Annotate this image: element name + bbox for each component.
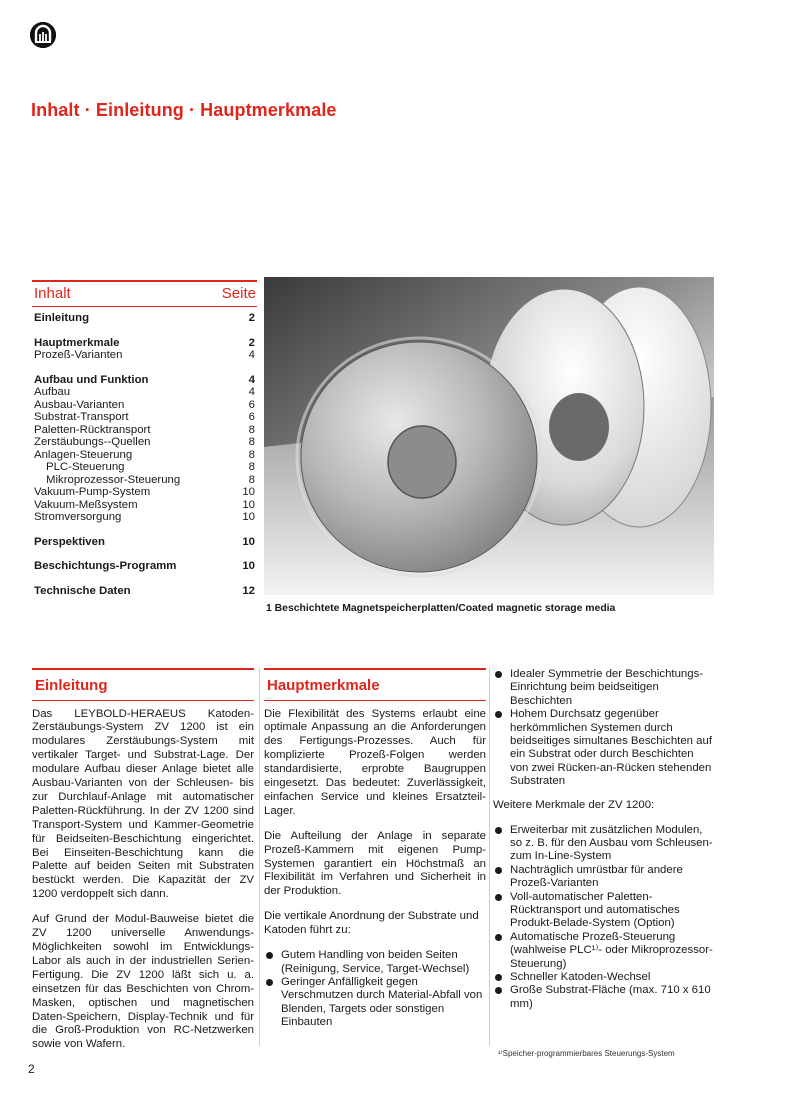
toc-entry [32,424,257,437]
bullet-icon [495,974,502,981]
paragraph: Die vertikale Anordnung der Substrate und Katoden führt zu: [264,910,479,937]
toc-entry [32,499,257,512]
toc-entry [32,461,257,474]
list-item: Voll-automatischer Paletten-Rücktransport und automatisches Produkt-Belade-System (Option) [493,891,715,931]
toc-entry-page: 6 [248,411,255,423]
section-heading: Hauptmerkmale [267,676,380,694]
toc-header [32,282,257,306]
toc-entry [32,511,257,524]
section-hauptmerkmale-continued [493,668,715,1021]
toc-entry [32,349,257,362]
toc-list [32,307,257,597]
page-title: Inhalt · Einleitung · Hauptmerkmale [31,100,337,120]
toc-entry-label: Perspektiven [34,535,105,548]
toc-entry-label: Vakuum-Pump-System [34,486,151,498]
bullet-icon [266,952,273,959]
bullet-list [264,949,486,1029]
toc-entry [32,411,257,424]
figure-caption: 1 Beschichtete Magnetspeicherplatten/Coated magnetic storage media [266,603,616,614]
toc-heading: Inhalt [34,284,71,302]
list-item: Schneller Katoden-Wechsel [493,971,715,984]
toc-entry-page: 10 [242,535,255,548]
toc-entry-page: 8 [248,448,255,461]
toc-entry-page: 4 [248,349,255,361]
list-item: Idealer Symmetrie der Beschichtungs-Einrichtung beim beidseitigen Beschichten [493,668,715,708]
toc-entry-page: 12 [242,584,255,597]
toc-entry-label: PLC-Steuerung [46,461,125,473]
section-einleitung [32,668,254,1063]
toc-entry [32,399,257,412]
section-heading: Einleitung [35,676,108,694]
bullet-icon [266,979,273,986]
toc-entry-page: 2 [248,336,255,349]
photo-magnetic-storage-media [264,277,714,595]
column-divider [489,668,490,1046]
toc-entry-page: 8 [248,461,255,473]
section-rule-thin [264,700,486,701]
toc-entry-label: Ausbau-Varianten [34,398,125,411]
toc-entry-label: Substrat-Transport [34,411,129,423]
page-number: 2 [28,1062,35,1076]
bullet-icon [495,934,502,941]
toc-entry-label: Technische Daten [34,584,131,597]
brand-logo [30,22,56,48]
toc-entry-page: 4 [248,373,255,386]
toc-entry-label: Paletten-Rücktransport [34,423,151,436]
toc-entry [32,386,257,399]
list-item: Hohem Durchsatz gegenüber herkömmlichen Systemen durch beidseitiges simultanes Beschichten auf ein Substrat oder durch Beschichten von zwei Rücken-an-Rücken stehenden Substraten [493,708,715,788]
subheading: Weitere Merkmale der ZV 1200: [493,798,655,811]
bullet-icon [495,867,502,874]
toc-entry-page: 6 [248,398,255,411]
list-item: Große Substrat-Fläche (max. 710 x 610 mm) [493,984,715,1011]
toc-entry-label: Einleitung [34,312,90,324]
toc-entry [32,312,257,325]
toc-entry-label: Aufbau und Funktion [34,373,149,386]
toc-entry-label: Zerstäubungs--Quellen [34,436,151,448]
bullet-list [493,668,715,789]
paragraph: Die Aufteilung der Anlage in separate Prozeß-Kammern mit eigenen Pump-Systemen garantiert ein Höchstmaß an Flexibilität im Verfahren und Sicherheit in der Produktion. [264,829,486,898]
toc-entry [32,449,257,462]
toc-entry-page: 4 [248,386,255,398]
toc-entry-page: 10 [242,498,255,511]
toc-page-heading: Seite [221,284,256,302]
toc-entry-page: 10 [242,560,255,572]
toc-entry [32,585,257,598]
toc-entry [32,536,257,549]
toc-entry-label: Beschichtungs-Programm [34,560,177,572]
list-item: Automatische Prozeß-Steuerung (wahlweise PLC¹⁾- oder Mikroprozessor-Steuerung) [493,931,715,971]
toc-entry-label: Anlagen-Steuerung [34,448,133,461]
toc-entry [32,337,257,350]
bullet-icon [495,987,502,994]
toc-entry [32,374,257,387]
toc-entry-page: 8 [248,473,255,486]
toc-entry-page: 8 [248,436,255,448]
bullet-icon [495,711,502,718]
list-item: Erweiterbar mit zusätzlichen Modulen, so z. B. für den Ausbau vom Schleusen- zum In-Line-System [493,824,715,864]
section-rule-thin [32,700,254,701]
bullet-icon [495,894,502,901]
toc-entry [32,486,257,499]
toc-entry [32,560,257,573]
bullet-icon [495,827,502,834]
toc-entry-label: Vakuum-Meßsystem [34,498,138,511]
toc-entry-label: Stromversorgung [34,511,122,523]
toc-entry-label: Aufbau [34,386,71,398]
toc-entry-label: Mikroprozessor-Steuerung [46,473,181,486]
list-item: Nachträglich umrüstbar für andere Prozeß-Varianten [493,864,715,891]
toc-entry-page: 10 [242,486,255,498]
toc-entry-label: Hauptmerkmale [34,336,120,349]
toc-entry-page: 8 [248,423,255,436]
toc-entry [32,436,257,449]
toc-entry-page: 2 [248,312,255,324]
toc-entry-label: Prozeß-Varianten [34,349,123,361]
footnote: ¹⁾Speicher-programmierbares Steuerungs-System [498,1049,675,1058]
paragraph: Die Flexibilität des Systems erlaubt eine optimale Anpassung an die Anforderungen des Fertigungs-Prozesses. Auch für komplizierte Prozeß-Folgen werden standardisierte, erprobte Baugruppen eingesetzt. Das bedeutet: Zuverlässigkeit, einfachen Service und kleines Ersatzteil-Lager. [264,707,486,817]
paragraph: Auf Grund der Modul-Bauweise bietet die ZV 1200 universelle Anwendungs-Möglichkeiten sowohl im Entwicklungs-Labor als auch in der industriellen Serien-Fertigung. Die ZV 1200 läßt sich u. a. einsetzen für das Beschichten von Chrom-Masken, optischen und magnetischen Daten-Speichern, Display-Technik und für die Groß-Produktion von RC-Netzwerken sowie von Wafern. [32,913,254,1051]
toc-entry-page: 10 [242,511,255,523]
toc-entry [32,474,257,487]
bullet-list [493,824,715,1012]
list-item: Gutem Handling von beiden Seiten (Reinigung, Service, Target-Wechsel) [264,949,486,976]
table-of-contents [32,280,257,597]
list-item: Geringer Anfälligkeit gegen Verschmutzen durch Material-Abfall von Blenden, Targets oder sonstigen Einbauten [264,976,486,1030]
column-divider [259,668,260,1046]
section-hauptmerkmale [264,668,486,1040]
bullet-icon [495,671,502,678]
paragraph: Das LEYBOLD-HERAEUS Katoden-Zerstäubungs-System ZV 1200 ist ein modulares Zerstäubungs-System mit vertikaler Target- und Substrat-Lage. Der modulare Aufbau dieser Anlage bietet alle Ausbau-Varianten von der Schleusen- bis zur Durchlauf-Anlage mit automatischer Paletten-Rückführung. In der ZV 1200 sind Transport-System und Kammer-Geometrie für Beidseiten-Beschichtung eingerichtet. Bei Einseiten-Beschichtung kann die Palette auf beiden Seiten mit Substraten bestückt werden. Die Kapazität der ZV 1200 verdoppelt sich dann. [32,707,254,901]
